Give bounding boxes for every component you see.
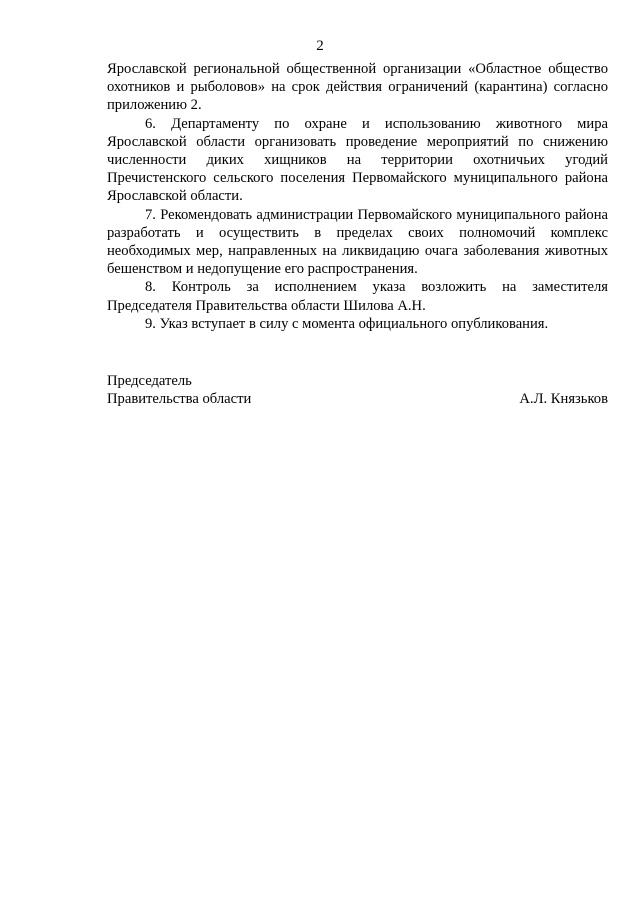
- paragraph-item-7: 7. Рекомендовать администрации Первомайского муниципального района разработать и осуществить в пределах своих полномочий комплекс необходимых мер, направленных на ликвидацию очага заболевания животных бешенством и недопущение его распространения.: [107, 206, 608, 278]
- paragraph-item-9: 9. Указ вступает в силу с момента официального опубликования.: [145, 315, 549, 332]
- signatory-name: А.Л. Князьков: [519, 391, 608, 408]
- paragraph-item-8: 8. Контроль за исполнением указа возложить на заместителя Председателя Правительства области Шилова А.Н.: [107, 279, 608, 314]
- signature-row: [107, 390, 608, 408]
- document-body: [107, 60, 608, 333]
- paragraph-item-6: 6. Департаменту по охране и использованию животного мира Ярославской области организовать проведение мероприятий по снижению численности диких хищников на территории охотничьих угодий Пречистенского сельского поселения Первомайского муниципального района Ярославской области.: [107, 115, 608, 205]
- signatory-title-line2: Правительства области: [107, 391, 252, 408]
- paragraph-continuation: Ярославской региональной общественной организации «Областное общество охотников и рыболовов» на срок действия ограничений (карантина) согласно приложению 2.: [107, 61, 608, 114]
- signatory-title-line1: Председатель: [107, 373, 192, 389]
- signature-block: [107, 372, 608, 408]
- page-number: 2: [316, 38, 324, 54]
